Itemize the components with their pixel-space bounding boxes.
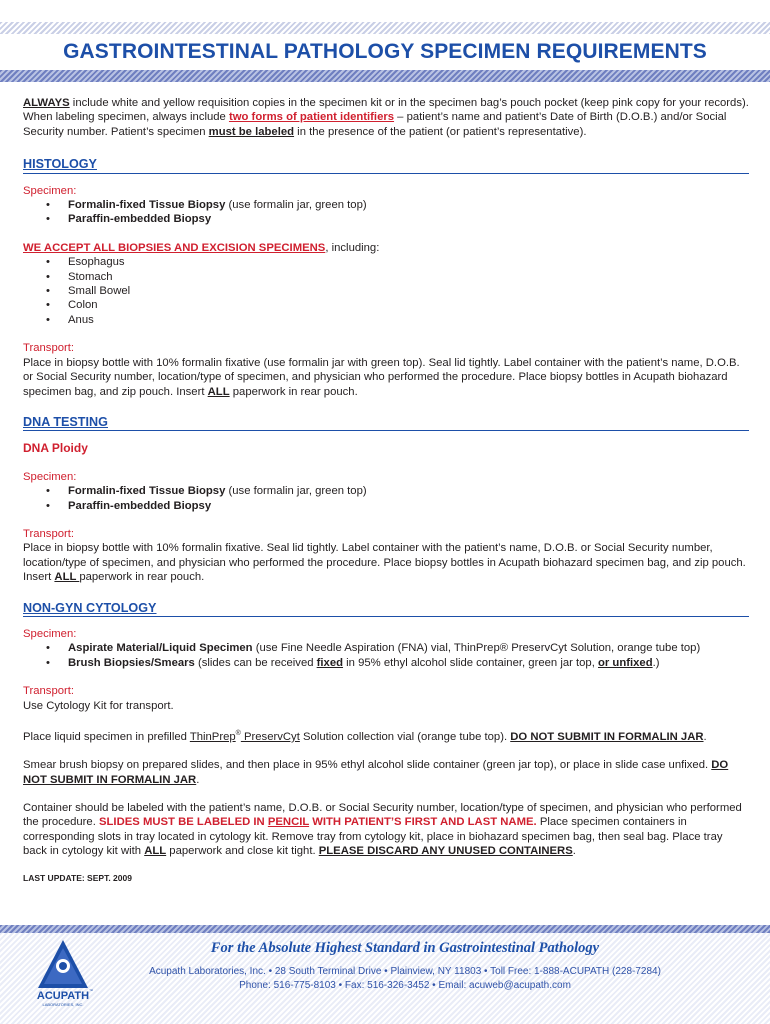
- acupath-logo: [33, 938, 93, 1010]
- nongyn-smear-paragraph: Smear brush biopsy on prepared slides, and then place in 95% ethyl alcohol slide container (green jar top), or place in slide case unfixed. DO NOT SUBMIT IN FORMALIN JAR.: [23, 759, 729, 786]
- footer-tagline: For the Absolute Highest Standard in Gastrointestinal Pathology: [210, 940, 600, 956]
- non-gyn-cytology-heading: NON-GYN CYTOLOGY: [23, 601, 749, 617]
- list-item: • Anus: [68, 313, 749, 327]
- logo-text: ACUPATH: [36, 990, 90, 1002]
- list-item: • Aspirate Material/Liquid Specimen (use Fine Needle Aspiration (FNA) vial, ThinPrep® PreservCyt Solution, orange tube top): [68, 641, 749, 655]
- list-item: • Paraffin-embedded Biopsy: [68, 212, 749, 226]
- page-title: GASTROINTESTINAL PATHOLOGY SPECIMEN REQUIREMENTS: [63, 40, 707, 63]
- accept-line: WE ACCEPT ALL BIOPSIES AND EXCISION SPECIMENS, including:: [23, 241, 380, 254]
- histology-transport-label: Transport:: [23, 342, 75, 355]
- footer-address: Acupath Laboratories, Inc. • 28 South Terminal Drive • Plainview, NY 11803 • Toll Free: 1-888-ACUPATH (228-7284): [149, 966, 661, 977]
- histology-heading: HISTOLOGY: [23, 157, 749, 173]
- must-be-labeled: must be labeled: [208, 125, 295, 138]
- nongyn-liquid-paragraph: Place liquid specimen in prefilled ThinPrep® PreservCyt Solution collection vial (orange tube top). DO NOT SUBMIT IN FORMALIN JAR.: [23, 730, 707, 743]
- dna-transport-text: Place in biopsy bottle with 10% formalin fixative. Seal lid tightly. Label container with the patient’s name, D.O.B. or Social Security number, location/type of specimen, and physician who performed the procedure. Place biopsy bottles in Acupath biohazard specimen bag, and zip pouch. Insert ALL paperwork in rear pouch.: [23, 542, 746, 584]
- list-item: • Colon: [68, 298, 749, 312]
- dna-ploidy-subheading: DNA Ploidy: [23, 441, 88, 456]
- dna-specimen-label: Specimen:: [23, 470, 77, 483]
- list-item: • Small Bowel: [68, 284, 749, 298]
- nongyn-specimen-list: [23, 641, 749, 670]
- two-forms-identifiers: two forms of patient identifiers: [228, 111, 395, 124]
- top-decorative-band: [0, 22, 770, 34]
- histology-sites-list: [23, 255, 749, 327]
- list-item: • Formalin-fixed Tissue Biopsy (use formalin jar, green top): [68, 198, 749, 212]
- nongyn-transport-label: Transport:: [23, 685, 75, 698]
- nongyn-transport-line: Use Cytology Kit for transport.: [23, 699, 174, 712]
- dna-testing-heading: DNA TESTING: [23, 415, 749, 431]
- histology-specimen-list: [23, 198, 749, 227]
- histology-specimen-label: Specimen:: [23, 184, 77, 197]
- document-body: [23, 96, 749, 885]
- histology-transport-text: Place in biopsy bottle with 10% formalin fixative (use formalin jar with green top). Seal lid tightly. Label container with the patient’s name, D.O.B. or Social Security number, location/type of specimen, and physician who performed the procedure. Place biopsy bottles in Acupath biohazard specimen bag, and zip pouch. Insert ALL paperwork in rear pouch.: [23, 356, 740, 398]
- list-item: • Paraffin-embedded Biopsy: [68, 499, 749, 513]
- nongyn-container-paragraph: Container should be labeled with the patient’s name, D.O.B. or Social Security number, location/type of specimen, and physician who performed the procedure. SLIDES MUST BE LABELED IN PENCIL WITH PATIENT’S FIRST AND LAST NAME. Place specimen containers in corresponding slots in tray located in cytology kit. Remove tray from cytology kit, place in biohazard specimen bag, then seal bag. Place tray back in cytology kit with ALL paperwork and close kit tight. PLEASE DISCARD ANY UNUSED CONTAINERS.: [23, 801, 742, 858]
- logo-subtext: LABORATORIES, INC.: [42, 1002, 84, 1007]
- intro-paragraph: ALWAYS include white and yellow requisition copies in the specimen kit or in the specimen bag’s pouch pocket (keep pink copy for your records). When labeling specimen, always include two forms of patient identifiers – patient’s name and patient’s Date of Birth (D.O.B.) and/or Social Security number. Patient’s specimen must be labeled in the presence of the patient (or patient’s representative).: [23, 97, 749, 138]
- footer-contact: Phone: 516-775-8103 • Fax: 516-326-3452 • Email: acuweb@acupath.com: [239, 980, 571, 991]
- title-underline-band: [0, 70, 770, 82]
- dna-specimen-list: [23, 484, 749, 513]
- dna-transport-label: Transport:: [23, 527, 75, 540]
- nongyn-specimen-label: Specimen:: [23, 627, 77, 640]
- list-item: • Brush Biopsies/Smears (slides can be received fixed in 95% ethyl alcohol slide container, green jar top, or unfixed.): [68, 656, 749, 670]
- list-item: • Stomach: [68, 270, 749, 284]
- list-item: • Esophagus: [68, 255, 749, 269]
- logo-tm: ™: [89, 988, 93, 993]
- list-item: • Formalin-fixed Tissue Biopsy (use formalin jar, green top): [68, 484, 749, 498]
- intro-always: ALWAYS: [23, 97, 70, 109]
- last-update: LAST UPDATE: SEPT. 2009: [23, 872, 132, 883]
- footer-top-band: [0, 925, 770, 933]
